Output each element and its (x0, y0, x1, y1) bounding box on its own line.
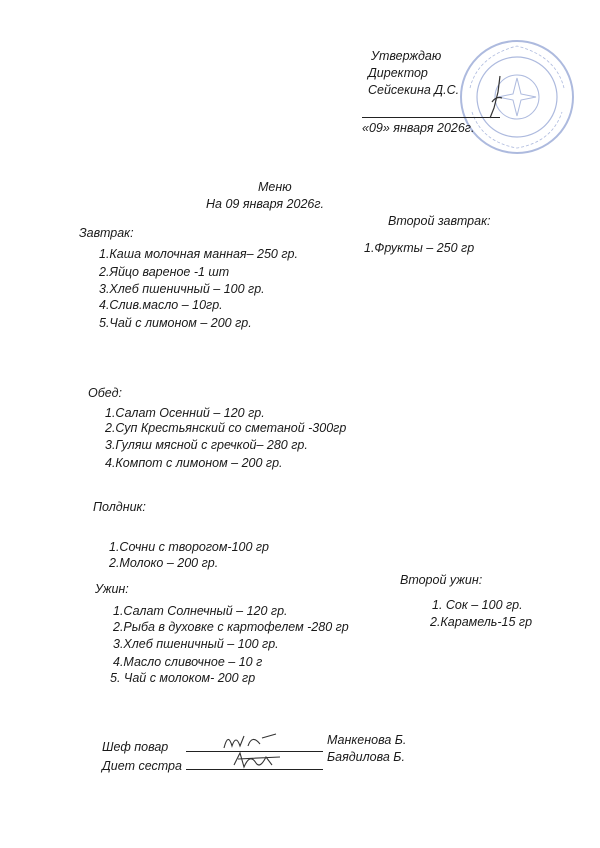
breakfast-item: 5.Чай с лимоном – 200 гр. (99, 316, 252, 330)
lunch-item: 4.Компот с лимоном – 200 гр. (105, 456, 283, 470)
lunch-heading: Обед: (88, 386, 122, 400)
approval-line-position: Директор (368, 66, 428, 80)
second-dinner-item: 1. Сок – 100 гр. (432, 598, 523, 612)
lunch-item: 2.Суп Крестьянский со сметаной -300гр (105, 421, 347, 435)
approval-date: «09» января 2026г. (362, 121, 475, 135)
approval-line-name: Сейсекина Д.С. (368, 83, 460, 97)
breakfast-item: 4.Слив.масло – 10гр. (99, 298, 223, 312)
second-dinner-heading: Второй ужин: (400, 573, 483, 587)
dinner-item: 5. Чай с молоком- 200 гр (110, 671, 256, 685)
snack-item: 2.Молоко – 200 гр. (109, 556, 219, 570)
diet-nurse-signature (230, 747, 286, 773)
breakfast-item: 2.Яйцо вареное -1 шт (99, 265, 230, 279)
breakfast-item: 1.Каша молочная манная– 250 гр. (99, 247, 298, 261)
director-signature (470, 72, 510, 122)
second-breakfast-item: 1.Фрукты – 250 гр (364, 241, 475, 255)
chef-name: Манкенова Б. (327, 733, 407, 747)
dinner-item: 1.Салат Солнечный – 120 гр. (113, 604, 288, 618)
breakfast-heading: Завтрак: (79, 226, 134, 240)
menu-title: Меню (258, 180, 292, 194)
menu-date: На 09 января 2026г. (206, 197, 324, 211)
dinner-item: 3.Хлеб пшеничный – 100 гр. (113, 637, 279, 651)
second-breakfast-heading: Второй завтрак: (388, 214, 491, 228)
second-dinner-item: 2.Карамель-15 гр (430, 615, 533, 629)
dinner-item: 4.Масло сливочное – 10 г (113, 655, 263, 669)
diet-nurse-label: Диет сестра (102, 759, 182, 773)
dinner-heading: Ужин: (95, 582, 129, 596)
lunch-item: 1.Салат Осенний – 120 гр. (105, 406, 265, 420)
breakfast-item: 3.Хлеб пшеничный – 100 гр. (99, 282, 265, 296)
chef-label: Шеф повар (102, 740, 169, 754)
dinner-item: 2.Рыба в духовке с картофелем -280 гр (113, 620, 349, 634)
lunch-item: 3.Гуляш мясной с гречкой– 280 гр. (105, 438, 308, 452)
approval-line-approve: Утверждаю (371, 49, 442, 63)
snack-item: 1.Сочни с творогом-100 гр (109, 540, 270, 554)
snack-heading: Полдник: (93, 500, 146, 514)
diet-nurse-name: Баядилова Б. (327, 750, 405, 764)
